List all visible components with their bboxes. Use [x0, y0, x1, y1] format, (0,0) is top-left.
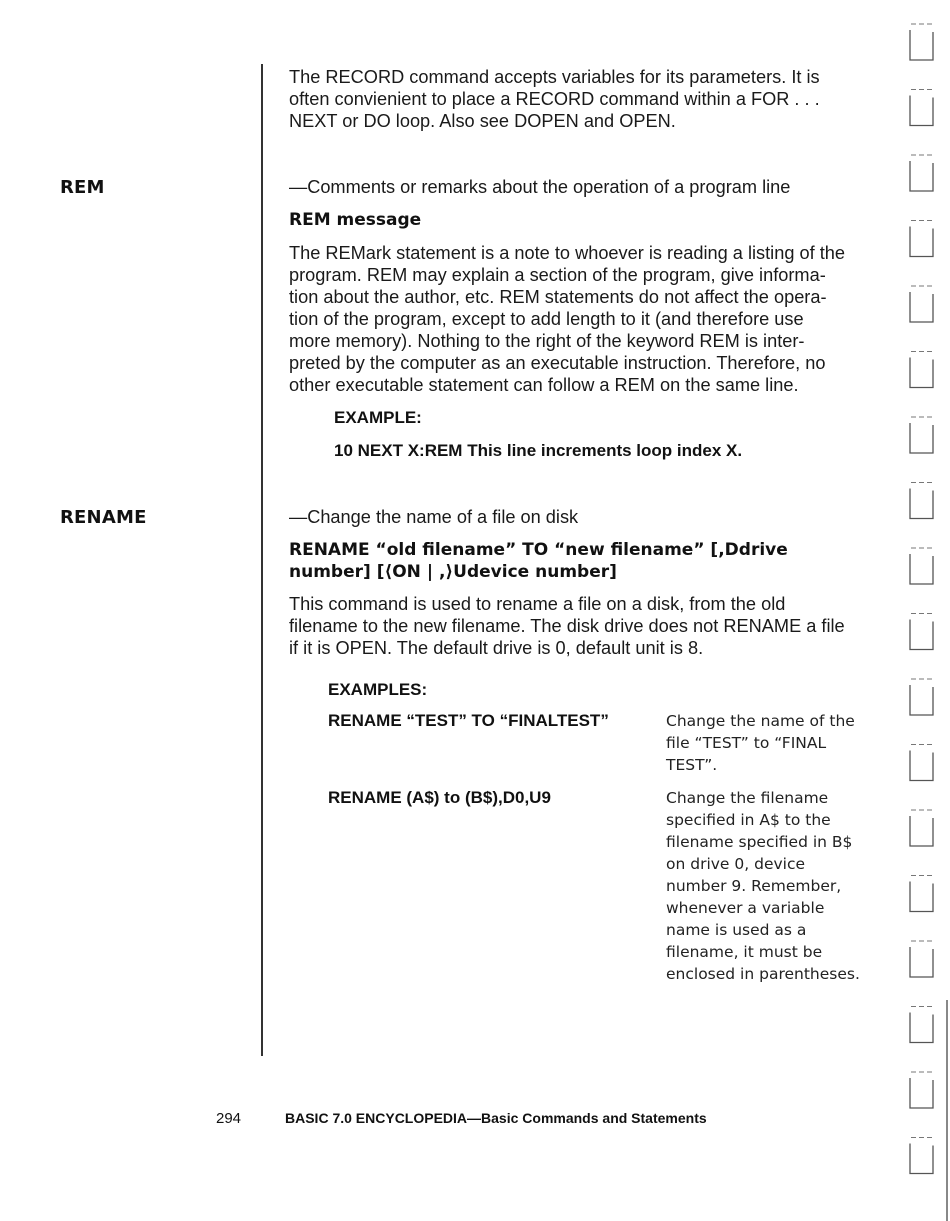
- running-footer-title: BASIC 7.0 ENCYCLOPEDIA—Basic Commands and Statements: [285, 1110, 707, 1126]
- text-line: program. REM may explain a section of the program, give informa-: [289, 265, 826, 285]
- binding-mark: [910, 292, 933, 322]
- rem-example-label: EXAMPLE:: [334, 408, 422, 427]
- note-line: specified in A$ to the: [666, 811, 831, 829]
- binding-mark: [910, 816, 933, 846]
- rename-example-note-2: [666, 787, 881, 985]
- rem-example-code: 10 NEXT X:REM This line increments loop index X.: [334, 441, 743, 460]
- text-line: The RECORD command accepts variables for its parameters. It is: [289, 67, 820, 87]
- binding-mark: [910, 1144, 933, 1174]
- note-line: filename specified in B$: [666, 833, 853, 851]
- binding-mark: [910, 227, 933, 257]
- intro-paragraph: [289, 66, 881, 132]
- rem-syntax: REM message: [289, 210, 422, 230]
- text-line: NEXT or DO loop. Also see DOPEN and OPEN.: [289, 111, 676, 131]
- binding-mark: [910, 947, 933, 977]
- note-line: Change the name of the: [666, 712, 855, 730]
- binding-mark: [910, 161, 933, 191]
- rem-body: [289, 242, 881, 396]
- rename-example-note-1: [666, 710, 881, 776]
- binding-mark: [910, 1013, 933, 1043]
- rename-body: [289, 593, 881, 659]
- text-line: often convienient to place a RECORD command within a FOR . . .: [289, 89, 820, 109]
- note-line: name is used as a: [666, 921, 807, 939]
- rename-keyword: RENAME: [60, 507, 147, 528]
- page-edge-line: [946, 1000, 948, 1221]
- text-line: filename to the new filename. The disk drive does not RENAME a file: [289, 616, 845, 636]
- rename-example-code-1: RENAME “TEST” TO “FINALTEST”: [328, 711, 609, 730]
- rem-keyword: REM: [60, 177, 105, 198]
- binding-edge-marks: [900, 20, 950, 1200]
- rename-syntax: [289, 539, 849, 583]
- binding-mark: [910, 489, 933, 519]
- syntax-line: RENAME “old filename” TO “new filename” [,Ddrive: [289, 540, 788, 560]
- binding-mark: [910, 685, 933, 715]
- note-line: file “TEST” to “FINAL: [666, 734, 827, 752]
- text-line: This command is used to rename a file on a disk, from the old: [289, 594, 786, 614]
- note-line: Change the filename: [666, 789, 829, 807]
- note-line: whenever a variable: [666, 899, 825, 917]
- binding-mark: [910, 1078, 933, 1108]
- binding-mark: [910, 882, 933, 912]
- binding-mark: [910, 358, 933, 388]
- binding-mark: [910, 30, 933, 60]
- binding-mark: [910, 620, 933, 650]
- syntax-line: number] [⟨ON | ,⟩Udevice number]: [289, 562, 617, 582]
- text-line: more memory). Nothing to the right of the keyword REM is inter-: [289, 331, 805, 351]
- binding-mark: [910, 96, 933, 126]
- binding-mark: [910, 554, 933, 584]
- text-line: The REMark statement is a note to whoever is reading a listing of the: [289, 243, 846, 263]
- binding-mark: [910, 423, 933, 453]
- column-divider: [261, 64, 263, 1056]
- rename-description: —Change the name of a file on disk: [289, 507, 579, 527]
- note-line: number 9. Remember,: [666, 877, 842, 895]
- text-line: if it is OPEN. The default drive is 0, default unit is 8.: [289, 638, 704, 658]
- text-line: tion about the author, etc. REM statements do not affect the opera-: [289, 287, 827, 307]
- binding-mark: [910, 751, 933, 781]
- note-line: enclosed in parentheses.: [666, 965, 860, 983]
- note-line: on drive 0, device: [666, 855, 806, 873]
- note-line: filename, it must be: [666, 943, 823, 961]
- rem-description: —Comments or remarks about the operation of a program line: [289, 177, 791, 197]
- page-number: 294: [216, 1110, 242, 1127]
- text-line: other executable statement can follow a REM on the same line.: [289, 375, 799, 395]
- text-line: preted by the computer as an executable instruction. Therefore, no: [289, 353, 826, 373]
- text-line: tion of the program, except to add length to it (and therefore use: [289, 309, 804, 329]
- rename-examples-label: EXAMPLES:: [328, 680, 428, 699]
- note-line: TEST”.: [666, 756, 718, 774]
- rename-example-code-2: RENAME (A$) to (B$),D0,U9: [328, 788, 551, 807]
